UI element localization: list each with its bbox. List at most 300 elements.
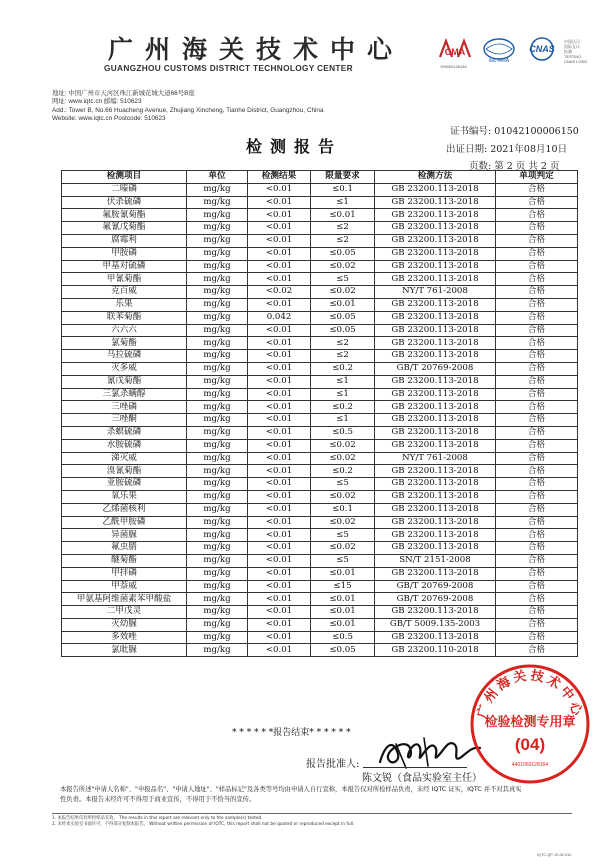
cell-result: <0.01 — [248, 183, 311, 196]
cell-verdict: 合格 — [496, 631, 578, 644]
cell-result: <0.01 — [248, 375, 311, 388]
cell-result: <0.01 — [248, 478, 311, 491]
cnas-caption-1: 中国认可 — [564, 39, 580, 44]
cell-verdict: 合格 — [496, 247, 578, 260]
cell-limit: ≤2 — [311, 234, 375, 247]
ilac-mra-logo-icon — [482, 37, 516, 63]
header-result: 检测结果 — [248, 171, 311, 184]
cell-method: GB 23200.113-2018 — [375, 542, 496, 555]
table-row — [62, 452, 578, 465]
cell-method: GB 23200.113-2018 — [375, 529, 496, 542]
cell-limit: ≤1 — [311, 388, 375, 401]
cell-item: 亚胺硫磷 — [62, 478, 187, 491]
table-row — [62, 529, 578, 542]
cell-limit: ≤0.5 — [311, 426, 375, 439]
cell-result: <0.01 — [248, 324, 311, 337]
seal-number: (04) — [514, 735, 546, 754]
cell-limit: ≤0.05 — [311, 644, 375, 657]
cell-unit: mg/kg — [187, 401, 248, 414]
table-row — [62, 503, 578, 516]
cell-method: GB 23200.113-2018 — [375, 606, 496, 619]
cell-method: GB 23200.113-2018 — [375, 516, 496, 529]
cell-item: 甲胺磷 — [62, 247, 187, 260]
cell-result: <0.01 — [248, 580, 311, 593]
table-row — [62, 567, 578, 580]
cell-unit: mg/kg — [187, 478, 248, 491]
center-title-cn: 广州海关技术中心 — [108, 35, 405, 64]
cell-result: <0.01 — [248, 350, 311, 363]
cell-item: 甲基对硫磷 — [62, 260, 187, 273]
cell-result: <0.01 — [248, 542, 311, 555]
form-code: IQTC-QP-10-02-010 — [537, 853, 572, 857]
cell-verdict: 合格 — [496, 298, 578, 311]
cnas-logo-icon — [522, 37, 562, 63]
cell-unit: mg/kg — [187, 452, 248, 465]
cell-method: SN/T 2151-2008 — [375, 554, 496, 567]
results-body — [62, 183, 578, 656]
cell-method: GB 23200.113-2018 — [375, 439, 496, 452]
header-unit: 单位 — [187, 171, 248, 184]
cell-unit: mg/kg — [187, 554, 248, 567]
cell-verdict: 合格 — [496, 183, 578, 196]
cell-item: 六六六 — [62, 324, 187, 337]
certificate-number: 证书编号: 01042100006150 — [450, 126, 579, 137]
cell-item: 克百威 — [62, 286, 187, 299]
cell-item: 醚菊酯 — [62, 554, 187, 567]
cell-verdict: 合格 — [496, 554, 578, 567]
cell-method: GB/T 20769-2008 — [375, 593, 496, 606]
table-row — [62, 414, 578, 427]
cell-limit: ≤15 — [311, 580, 375, 593]
cnas-logo-text: CNAS — [529, 44, 555, 54]
cell-result: <0.01 — [248, 362, 311, 375]
cell-unit: mg/kg — [187, 298, 248, 311]
cell-limit: ≤0.1 — [311, 183, 375, 196]
cell-result: <0.01 — [248, 516, 311, 529]
table-row — [62, 247, 578, 260]
cell-unit: mg/kg — [187, 247, 248, 260]
cell-limit: ≤0.1 — [311, 503, 375, 516]
cell-limit: ≤0.02 — [311, 439, 375, 452]
cell-unit: mg/kg — [187, 516, 248, 529]
cnas-caption-2: 国际互认 — [564, 44, 580, 49]
table-row — [62, 350, 578, 363]
table-row — [62, 209, 578, 222]
cell-item: 氧乐果 — [62, 490, 187, 503]
table-row — [62, 618, 578, 631]
cell-limit: ≤5 — [311, 529, 375, 542]
table-row — [62, 516, 578, 529]
cell-limit: ≤0.5 — [311, 631, 375, 644]
cell-item: 二嗪磷 — [62, 183, 187, 196]
website-cn: 网址: www.iqtc.cn 邮编: 510623 — [52, 98, 142, 106]
cell-verdict: 合格 — [496, 567, 578, 580]
cell-item: 涕灭威 — [62, 452, 187, 465]
cell-result: <0.01 — [248, 234, 311, 247]
cell-result: <0.01 — [248, 644, 311, 657]
cell-verdict: 合格 — [496, 542, 578, 555]
cell-verdict: 合格 — [496, 196, 578, 209]
cell-item: 乙烯菌核利 — [62, 503, 187, 516]
address-en: Add.: Tower B, No.66 Huacheng Avenue, Zhujiang Xincheng, Tianhe District, Guangzhou, China — [52, 106, 324, 114]
header-method: 检测方法 — [375, 171, 496, 184]
cell-method: GB 23200.113-2018 — [375, 478, 496, 491]
table-row — [62, 388, 578, 401]
table-row — [62, 542, 578, 555]
results-table — [61, 170, 578, 657]
cell-unit: mg/kg — [187, 311, 248, 324]
cell-limit: ≤5 — [311, 554, 375, 567]
cell-item: 氟虫腈 — [62, 542, 187, 555]
cell-item: 二甲戊灵 — [62, 606, 187, 619]
cell-item: 氯吡脲 — [62, 644, 187, 657]
cell-result: 0.042 — [248, 311, 311, 324]
cell-result: <0.01 — [248, 554, 311, 567]
table-row — [62, 183, 578, 196]
table-row — [62, 478, 578, 491]
cell-limit: ≤0.05 — [311, 324, 375, 337]
cell-result: <0.01 — [248, 388, 311, 401]
cell-result: <0.01 — [248, 618, 311, 631]
table-row — [62, 196, 578, 209]
cell-unit: mg/kg — [187, 618, 248, 631]
table-row — [62, 580, 578, 593]
cell-result: <0.02 — [248, 286, 311, 299]
footer-note-2: 2. 未经本实验室书面许可，不得部分复制本报告。 Without written permission of IQTC, this report shall not be quoted or reproduced except in full. — [52, 822, 355, 828]
cell-verdict: 合格 — [496, 593, 578, 606]
cell-method: NY/T 761-2008 — [375, 452, 496, 465]
cell-verdict: 合格 — [496, 439, 578, 452]
cell-item: 甲萘威 — [62, 580, 187, 593]
cell-item: 灭多威 — [62, 362, 187, 375]
cell-method: GB 23200.113-2018 — [375, 247, 496, 260]
cell-item: 三唑酮 — [62, 414, 187, 427]
footer-notes — [52, 816, 572, 828]
cell-item: 三唑磷 — [62, 401, 187, 414]
cell-verdict: 合格 — [496, 606, 578, 619]
cell-limit: ≤0.2 — [311, 465, 375, 478]
cell-item: 氟胺氰菊酯 — [62, 209, 187, 222]
footer-note-1: 1. 本报告结果仅对所检样品有效。 The results in this report are relevant only to the sample(s) tested. — [52, 816, 263, 821]
cell-limit: ≤0.01 — [311, 606, 375, 619]
table-row — [62, 273, 578, 286]
cell-method: GB 23200.113-2018 — [375, 567, 496, 580]
cell-result: <0.01 — [248, 414, 311, 427]
cell-limit: ≤0.2 — [311, 362, 375, 375]
cell-verdict: 合格 — [496, 286, 578, 299]
cell-unit: mg/kg — [187, 593, 248, 606]
cell-result: <0.01 — [248, 529, 311, 542]
cell-method: GB 23200.113-2018 — [375, 337, 496, 350]
cell-limit: ≤0.01 — [311, 618, 375, 631]
cnas-caption-4: TESTING — [564, 54, 582, 59]
cell-item: 甲氨基阿维菌素苯甲酸盐 — [62, 593, 187, 606]
cell-unit: mg/kg — [187, 273, 248, 286]
cell-limit: ≤0.05 — [311, 311, 375, 324]
cell-verdict: 合格 — [496, 529, 578, 542]
cell-limit: ≤2 — [311, 350, 375, 363]
cell-unit: mg/kg — [187, 606, 248, 619]
cell-verdict: 合格 — [496, 362, 578, 375]
cell-method: GB 23200.113-2018 — [375, 631, 496, 644]
cell-result: <0.01 — [248, 503, 311, 516]
header-limit: 限量要求 — [311, 171, 375, 184]
cell-method: GB 23200.113-2018 — [375, 350, 496, 363]
cell-method: GB 23200.113-2018 — [375, 183, 496, 196]
approver-signature-line — [363, 767, 467, 768]
cell-limit: ≤1 — [311, 414, 375, 427]
cma-logo-text: CMA — [444, 47, 466, 57]
cell-verdict: 合格 — [496, 388, 578, 401]
table-header-row — [62, 171, 578, 184]
table-row — [62, 337, 578, 350]
cell-verdict: 合格 — [496, 503, 578, 516]
cell-method: GB 23200.113-2018 — [375, 324, 496, 337]
table-row — [62, 593, 578, 606]
address-cn: 地址: 中国广州市天河区珠江新城花城大道66号B座 — [52, 90, 195, 97]
cell-verdict: 合格 — [496, 337, 578, 350]
cell-method: GB 23200.113-2018 — [375, 414, 496, 427]
cell-item: 水胺硫磷 — [62, 439, 187, 452]
cell-result: <0.01 — [248, 209, 311, 222]
cell-unit: mg/kg — [187, 503, 248, 516]
cell-verdict: 合格 — [496, 273, 578, 286]
cell-verdict: 合格 — [496, 490, 578, 503]
official-seal-icon — [466, 660, 594, 788]
cell-verdict: 合格 — [496, 311, 578, 324]
cell-unit: mg/kg — [187, 222, 248, 235]
cell-verdict: 合格 — [496, 644, 578, 657]
cell-limit: ≤5 — [311, 273, 375, 286]
cell-unit: mg/kg — [187, 414, 248, 427]
cell-method: GB 23200.113-2018 — [375, 375, 496, 388]
cell-verdict: 合格 — [496, 260, 578, 273]
cell-unit: mg/kg — [187, 350, 248, 363]
cell-unit: mg/kg — [187, 644, 248, 657]
cell-item: 氟氰戊菊酯 — [62, 222, 187, 235]
cell-verdict: 合格 — [496, 324, 578, 337]
cell-limit: ≤0.2 — [311, 401, 375, 414]
cell-item: 联苯菊酯 — [62, 311, 187, 324]
cell-limit: ≤1 — [311, 375, 375, 388]
cell-method: GB 23200.113-2018 — [375, 196, 496, 209]
center-title-en: GUANGZHOU CUSTOMS DISTRICT TECHNOLOGY CENTER — [104, 63, 353, 73]
cell-item: 伏杀硫磷 — [62, 196, 187, 209]
cell-limit: ≤0.01 — [311, 298, 375, 311]
cell-item: 三氯杀螨醇 — [62, 388, 187, 401]
seal-ring-text: 广州海关技术中心 — [475, 668, 585, 721]
cell-verdict: 合格 — [496, 478, 578, 491]
table-row — [62, 606, 578, 619]
cell-verdict: 合格 — [496, 234, 578, 247]
cell-result: <0.01 — [248, 439, 311, 452]
cell-unit: mg/kg — [187, 465, 248, 478]
cell-result: <0.01 — [248, 426, 311, 439]
cell-limit: ≤5 — [311, 478, 375, 491]
cell-unit: mg/kg — [187, 542, 248, 555]
approver-name: 陈文锐（食品实验室主任） — [362, 773, 482, 784]
cell-method: GB 23200.113-2018 — [375, 465, 496, 478]
cell-limit: ≤0.01 — [311, 209, 375, 222]
cell-method: GB 23200.113-2018 — [375, 503, 496, 516]
cell-limit: ≤0.02 — [311, 260, 375, 273]
table-row — [62, 439, 578, 452]
cell-method: GB 23200.113-2018 — [375, 298, 496, 311]
cell-unit: mg/kg — [187, 375, 248, 388]
report-title: 检测报告 — [246, 137, 343, 156]
cell-result: <0.01 — [248, 337, 311, 350]
cell-unit: mg/kg — [187, 439, 248, 452]
accreditation-logos — [438, 37, 598, 67]
cell-method: GB/T 20769-2008 — [375, 362, 496, 375]
header-verdict: 单项判定 — [496, 171, 578, 184]
cell-verdict: 合格 — [496, 426, 578, 439]
website-en: Website: www.iqtc.cn Postcode: 510623 — [52, 115, 166, 123]
cell-item: 溴氰菊酯 — [62, 465, 187, 478]
cell-verdict: 合格 — [496, 414, 578, 427]
seal-center-text: 检验检测专用章 — [484, 715, 576, 730]
cell-verdict: 合格 — [496, 452, 578, 465]
table-row — [62, 426, 578, 439]
table-row — [62, 644, 578, 657]
table-row — [62, 465, 578, 478]
address-block — [52, 90, 432, 124]
cell-result: <0.01 — [248, 247, 311, 260]
cell-method: GB 23200.113-2018 — [375, 209, 496, 222]
cell-limit: ≤0.01 — [311, 567, 375, 580]
cell-item: 异菌脲 — [62, 529, 187, 542]
cell-unit: mg/kg — [187, 580, 248, 593]
table-row — [62, 222, 578, 235]
cell-verdict: 合格 — [496, 350, 578, 363]
table-row — [62, 324, 578, 337]
table-row — [62, 311, 578, 324]
cma-logo-icon — [438, 37, 472, 63]
cell-limit: ≤0.02 — [311, 516, 375, 529]
cell-limit: ≤2 — [311, 222, 375, 235]
cnas-caption-5: CNAS L0302 — [564, 59, 588, 64]
disclaimer-line-1: 本报告所述"申请人名称"、"申报品名"、"申请人地址"、"样品标记"及各类等号均由申请人自行宣称，本报告仅对所检样品负责，未经 IQTC 证实，IQTC 并不对其真实 — [60, 786, 522, 793]
issue-date: 出证日期: 2021年08月10日 — [446, 144, 568, 155]
svg-text:广州海关技术中心 — [474, 667, 586, 720]
cell-unit: mg/kg — [187, 209, 248, 222]
cell-item: 灭幼脲 — [62, 618, 187, 631]
footer-divider — [52, 813, 572, 814]
cell-unit: mg/kg — [187, 490, 248, 503]
cell-unit: mg/kg — [187, 529, 248, 542]
table-row — [62, 260, 578, 273]
page-number: 页数: 第 2 页 共 2 页 — [469, 161, 560, 172]
table-row — [62, 362, 578, 375]
cell-verdict: 合格 — [496, 375, 578, 388]
cma-caption: 199000128184 — [440, 64, 467, 69]
cell-limit: ≤2 — [311, 337, 375, 350]
cell-unit: mg/kg — [187, 286, 248, 299]
cell-verdict: 合格 — [496, 580, 578, 593]
cell-method: GB/T 20769-2008 — [375, 580, 496, 593]
table-row — [62, 375, 578, 388]
cell-method: GB 23200.113-2018 — [375, 234, 496, 247]
cell-method: GB 23200.113-2018 — [375, 426, 496, 439]
cell-method: NY/T 761-2008 — [375, 286, 496, 299]
cell-method: GB 23200.110-2018 — [375, 644, 496, 657]
cell-result: <0.01 — [248, 298, 311, 311]
cell-item: 马拉硫磷 — [62, 350, 187, 363]
cell-item: 乙酰甲胺磷 — [62, 516, 187, 529]
cell-result: <0.01 — [248, 196, 311, 209]
table-row — [62, 554, 578, 567]
cell-limit: ≤1 — [311, 196, 375, 209]
cell-unit: mg/kg — [187, 234, 248, 247]
cell-method: GB 23200.113-2018 — [375, 222, 496, 235]
table-row — [62, 401, 578, 414]
approver-label: 报告批准人: — [306, 759, 360, 770]
cell-limit: ≤0.01 — [311, 593, 375, 606]
cell-unit: mg/kg — [187, 426, 248, 439]
disclaimer-line-2: 性负责。本报告未经许可不得用于商业宣传，不得用于不恰当的宣传。 — [60, 796, 256, 803]
cell-unit: mg/kg — [187, 388, 248, 401]
cell-result: <0.01 — [248, 222, 311, 235]
cell-verdict: 合格 — [496, 222, 578, 235]
cell-item: 多效唑 — [62, 631, 187, 644]
cell-result: <0.01 — [248, 631, 311, 644]
cell-result: <0.01 — [248, 452, 311, 465]
ilac-logo-text: ilac-MRA — [488, 58, 510, 63]
cnas-caption-3: 检测 — [564, 49, 572, 54]
cell-method: GB 23200.113-2018 — [375, 311, 496, 324]
cell-method: GB 23200.113-2018 — [375, 260, 496, 273]
header-item: 检测项目 — [62, 171, 187, 184]
cell-result: <0.01 — [248, 401, 311, 414]
cell-limit: ≤0.02 — [311, 452, 375, 465]
cell-verdict: 合格 — [496, 401, 578, 414]
cell-unit: mg/kg — [187, 631, 248, 644]
table-row — [62, 286, 578, 299]
cell-method: GB 23200.113-2018 — [375, 273, 496, 286]
cell-item: 杀螟硫磷 — [62, 426, 187, 439]
seal-digits: 4401060128164 — [511, 762, 549, 768]
cell-result: <0.01 — [248, 593, 311, 606]
cell-result: <0.01 — [248, 465, 311, 478]
cell-unit: mg/kg — [187, 324, 248, 337]
table-row — [62, 298, 578, 311]
report-end-mark: * * * * * *报告结束* * * * * * — [232, 728, 351, 738]
cell-item: 甲拌磷 — [62, 567, 187, 580]
cell-unit: mg/kg — [187, 183, 248, 196]
cell-limit: ≤0.05 — [311, 247, 375, 260]
cell-unit: mg/kg — [187, 196, 248, 209]
cell-unit: mg/kg — [187, 567, 248, 580]
cell-verdict: 合格 — [496, 618, 578, 631]
cell-unit: mg/kg — [187, 260, 248, 273]
cell-result: <0.01 — [248, 606, 311, 619]
cell-result: <0.01 — [248, 490, 311, 503]
cell-limit: ≤0.02 — [311, 490, 375, 503]
cell-method: GB/T 5009.135-2003 — [375, 618, 496, 631]
disclaimer-notice — [60, 785, 560, 805]
cell-item: 腐霉利 — [62, 234, 187, 247]
cell-item: 乐果 — [62, 298, 187, 311]
cell-result: <0.01 — [248, 567, 311, 580]
cell-result: <0.01 — [248, 273, 311, 286]
cell-item: 氯菊酯 — [62, 337, 187, 350]
table-row — [62, 234, 578, 247]
table-row — [62, 631, 578, 644]
cell-unit: mg/kg — [187, 337, 248, 350]
cell-verdict: 合格 — [496, 209, 578, 222]
cell-verdict: 合格 — [496, 516, 578, 529]
cell-item: 甲氰菊酯 — [62, 273, 187, 286]
